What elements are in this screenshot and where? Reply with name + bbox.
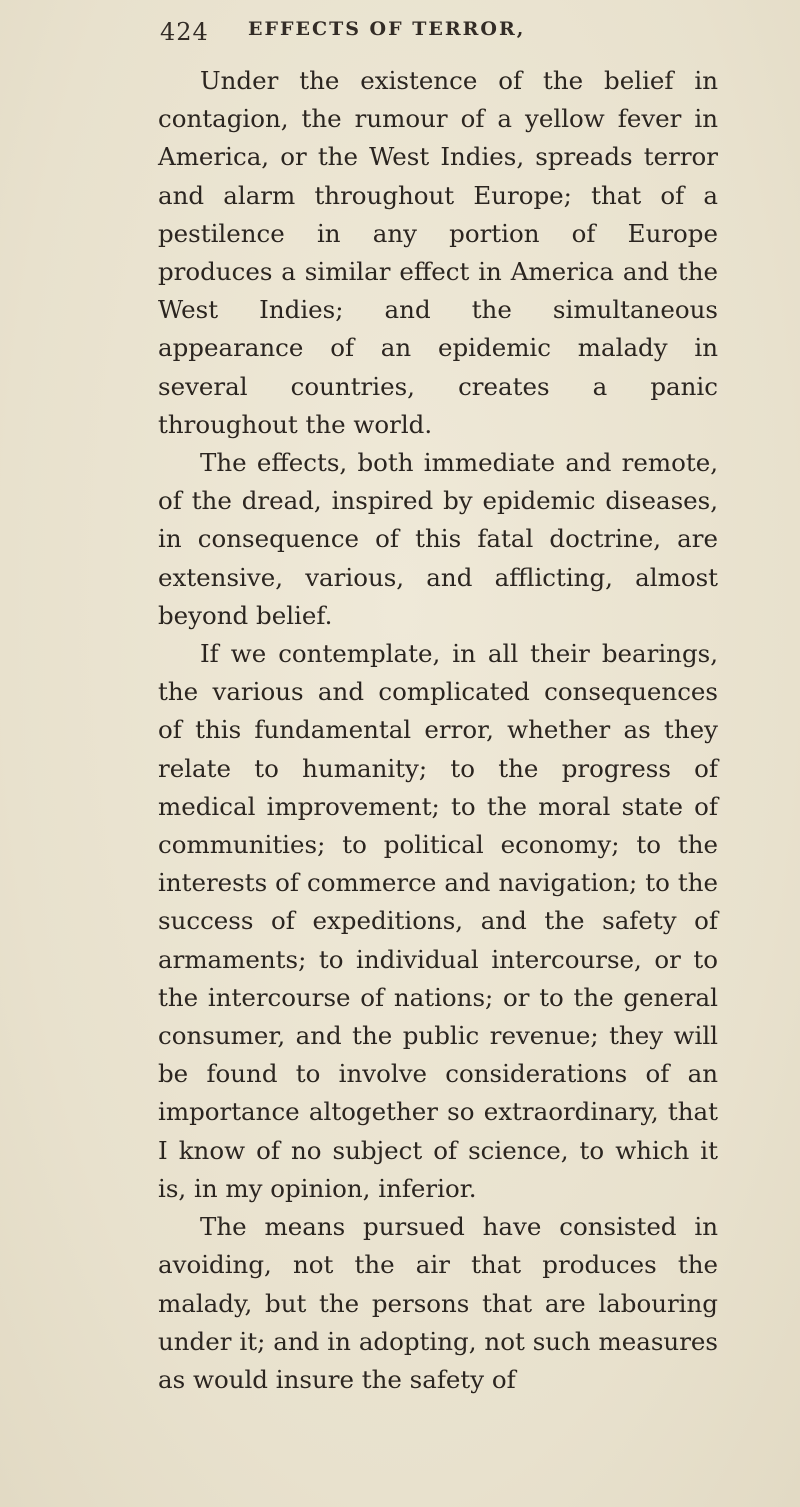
paragraph: The means pursued have consisted in avoiding, not the air that produces the malady, but the persons that are labouring under it; and in adopting, not such measures as would insure the safety of [158, 1212, 718, 1394]
paragraph: Under the existence of the belief in contagion, the rumour of a yellow fever in America, or the West Indies, spreads terror and alarm throughout Europe; that of a pestilence in any portion of Europe produces a similar effect in America and the West Indies; and the simultaneous appearance of an epidemic malady in several countries, creates a panic throughout the world. [158, 66, 718, 439]
running-head: EFFECTS OF TERROR, [248, 18, 526, 40]
page-number: 424 [160, 18, 209, 46]
paragraph: The effects, both immediate and remote, of the dread, inspired by epidemic diseases, in consequence of this fatal doctrine, are extensive, various, and afflicting, almost beyond belief. [158, 448, 718, 630]
page-header [160, 18, 720, 58]
paragraph: If we contemplate, in all their bearings, the various and complicated consequences of this fundamental error, whether as they relate to humanity; to the progress of medical improvement; to the moral state of communities; to political economy; to the interests of commerce and navigation; to the success of expeditions, and the safety of armaments; to individual intercourse, or to the intercourse of nations; or to the general consumer, and the public revenue; they will be found to involve considerations of an importance altogether so extraordinary, that I know of no subject of science, to which it is, in my opinion, inferior. [158, 639, 718, 1203]
body-text [158, 62, 718, 1399]
